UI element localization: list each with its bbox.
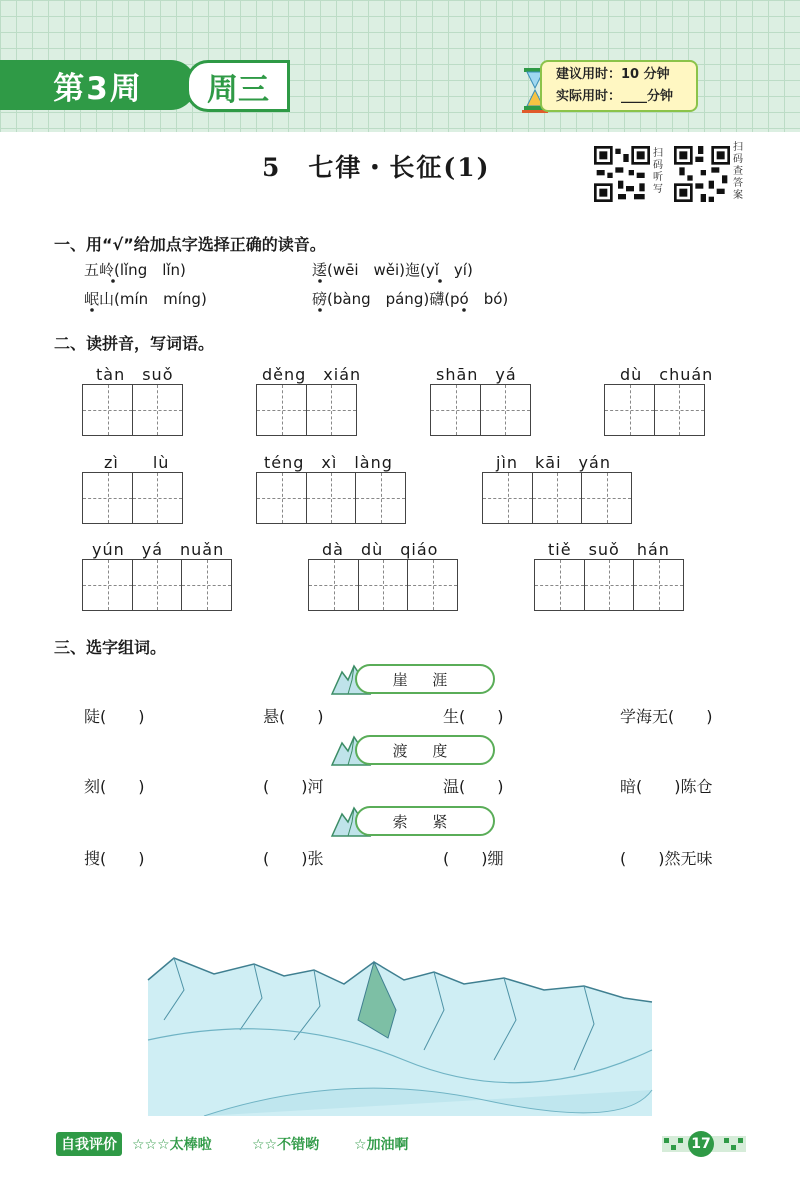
pinyin-word-4: dù chuán [620, 365, 714, 384]
writing-grid-4[interactable] [604, 384, 703, 436]
fill-item-2-4[interactable]: 暗( )陈仓 [620, 777, 713, 796]
pinyin-word-2: děng xián [262, 365, 362, 384]
page-number: 17 [688, 1131, 714, 1157]
fill-item-3-2[interactable]: ( )张 [263, 849, 324, 868]
pron-item-3: 岷山(mín míng) [84, 290, 207, 308]
writing-grid-7[interactable] [482, 472, 631, 524]
fill-item-3-4[interactable]: ( )然无味 [620, 849, 713, 868]
rating-option-2[interactable] [252, 1134, 319, 1154]
rating-label-3: 加油啊 [366, 1137, 409, 1153]
pron-item-1: 五岭(lǐng lǐn) [84, 261, 186, 279]
pron-item-4: 磅(bàng páng)礴(pó bó) [312, 290, 509, 308]
choice-pill-2: 渡 度 [355, 735, 495, 765]
star-icon: ☆☆☆ [132, 1137, 170, 1153]
fill-item-3-3[interactable]: ( )绷 [443, 849, 504, 868]
section2-heading: 二、读拼音，写词语。 [54, 334, 215, 353]
pinyin-word-8: yún yá nuǎn [92, 540, 225, 559]
fill-item-2-1[interactable]: 刻( ) [84, 777, 145, 796]
pinyin-word-5: zì lù [104, 453, 170, 472]
pinyin-word-10: tiě suǒ hán [548, 540, 670, 559]
fill-item-2-3[interactable]: 温( ) [443, 777, 504, 796]
week-tab: 第3周 [0, 60, 196, 110]
actual-time: 实际用时：____分钟 [556, 89, 674, 104]
pinyin-word-7: jìn kāi yán [496, 453, 611, 472]
qr-code-listen[interactable] [594, 146, 650, 202]
self-eval-label: 自我评价 [56, 1132, 122, 1156]
choice-pill-3: 索 紧 [355, 806, 495, 836]
section1-heading: 一、用“√”给加点字选择正确的读音。 [54, 235, 326, 254]
pinyin-word-6: téng xì làng [264, 453, 393, 472]
snow-mountain-illustration [144, 950, 656, 1116]
lesson-title: 5 七律・长征(1) [262, 153, 491, 182]
rating-label-1: 太棒啦 [169, 1137, 212, 1153]
rating-option-1[interactable] [132, 1134, 212, 1154]
pinyin-word-1: tàn suǒ [96, 365, 174, 384]
rating-option-3[interactable] [354, 1134, 409, 1154]
qr-label-answers: 扫码查答案 [733, 142, 743, 201]
writing-grid-9[interactable] [308, 559, 457, 611]
qr-label-listen: 扫码听写 [653, 148, 663, 195]
fill-item-1-3[interactable]: 生( ) [443, 707, 504, 726]
writing-grid-5[interactable] [82, 472, 181, 524]
fill-item-1-4[interactable]: 学海无( ) [620, 707, 713, 726]
suggested-time: 建议用时：10 分钟 [556, 67, 670, 82]
pinyin-word-9: dà dù qiáo [322, 540, 439, 559]
writing-grid-2[interactable] [256, 384, 355, 436]
qr-code-answers[interactable] [674, 146, 730, 202]
writing-grid-6[interactable] [256, 472, 405, 524]
writing-grid-10[interactable] [534, 559, 683, 611]
time-box [540, 60, 698, 112]
star-icon: ☆ [354, 1137, 367, 1153]
fill-item-2-2[interactable]: ( )河 [263, 777, 324, 796]
day-tab: 周三 [186, 60, 290, 112]
writing-grid-1[interactable] [82, 384, 181, 436]
choice-pill-1: 崖 涯 [355, 664, 495, 694]
fill-item-1-1[interactable]: 陡( ) [84, 707, 145, 726]
fill-item-1-2[interactable]: 悬( ) [263, 707, 324, 726]
section3-heading: 三、选字组词。 [54, 638, 167, 657]
rating-label-2: 不错哟 [277, 1137, 320, 1153]
star-icon: ☆☆ [252, 1137, 278, 1153]
pron-item-2: 逶(wēi wěi)迤(yǐ yí) [312, 261, 473, 279]
pinyin-word-3: shān yá [436, 365, 517, 384]
writing-grid-8[interactable] [82, 559, 231, 611]
fill-item-3-1[interactable]: 搜( ) [84, 849, 145, 868]
writing-grid-3[interactable] [430, 384, 529, 436]
